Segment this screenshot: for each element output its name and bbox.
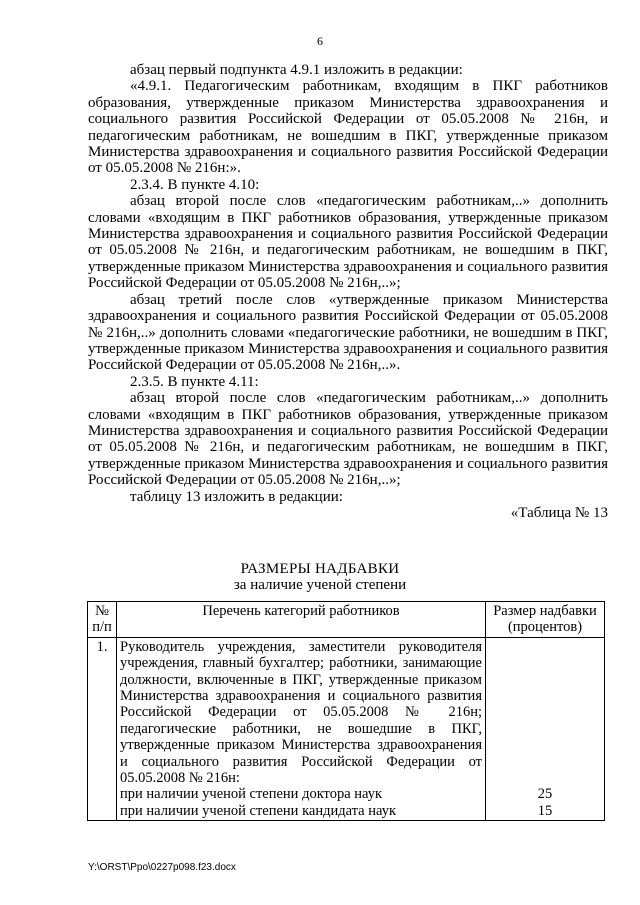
row-amount-cell <box>486 637 605 820</box>
header-category-list: Перечень категорий работников <box>117 602 486 638</box>
table-subtitle: за наличие ученой степени <box>233 577 407 593</box>
paragraph-1: абзац первый подпункта 4.9.1 изложить в редакции: <box>130 62 463 78</box>
table-row <box>88 637 605 820</box>
row-category-cell <box>117 637 486 820</box>
paragraph-3: 2.3.4. В пункте 4.10: <box>130 176 260 193</box>
doctor-degree-value: 25 <box>537 786 553 803</box>
row-category-text: Руководитель учреждения, заместители руководителя учреждения, главный бухгалтер; работники, занимающие должности, включенные в ПКГ, утвержденные приказом Министерства здравоохранения и социального развития Российской Федерации от 05.05.2008 № 216н; педагогические работники, не вошедшие в ПКГ, утвержденные приказом Министерства здравоохранения и социального развития Российской Федерации от 05.05.2008 № 216н: <box>120 638 482 787</box>
file-path-footer: Y:\ORST\Ppo\0227p098.f23.docx <box>88 862 236 873</box>
allowance-table <box>87 601 605 821</box>
candidate-degree-label: при наличии ученой степени кандидата наук <box>120 802 396 819</box>
candidate-degree-value: 15 <box>537 802 553 819</box>
document-body <box>88 62 608 521</box>
paragraph-6: 2.3.5. В пункте 4.11: <box>130 373 259 390</box>
paragraph-7: абзац второй после слов «педагогическим работникам,..» дополнить словами «входящим в ПКГ работников образования, утвержденные приказом Министерства здравоохранения и социального развития Российской Федерации от 05.05.2008 № 216н, и педагогическим работникам, не вошедшим в ПКГ, утвержденные приказом Министерства здравоохранения и социального развития Российской Федерации от 05.05.2008 № 216н,..»; <box>88 390 608 489</box>
table-header-row <box>88 602 605 638</box>
paragraph-5: абзац третий после слов «утвержденные приказом Министерства здравоохранения и социального развития Российской Федерации от 05.05.2008 № 216н,..» дополнить словами «педагогические работники, не вошедшим в ПКГ, утвержденные приказом Министерства здравоохранения и социального развития Российской Федерации от 05.05.2008 № 216н,..». <box>88 291 608 374</box>
page-number: 6 <box>317 34 323 48</box>
table-label: «Таблица № 13 <box>510 504 608 521</box>
paragraph-2: «4.9.1. Педагогическим работникам, входящим в ПКГ работников образования, утвержденные приказом Министерства здравоохранения и социального развития Российской Федерации от 05.05.2008 № 216н, и педагогическим работникам, не вошедшим в ПКГ, утвержденные приказом Министерства здравоохранения и социального развития Российской Федерации от 05.05.2008 № 216н:». <box>88 78 608 177</box>
table-title: РАЗМЕРЫ НАДБАВКИ <box>240 561 400 577</box>
doctor-degree-label: при наличии ученой степени доктора наук <box>120 786 383 803</box>
header-number: № п/п <box>88 602 117 638</box>
paragraph-4: абзац второй после слов «педагогическим работникам,..» дополнить словами «входящим в ПКГ работников образования, утвержденные приказом Министерства здравоохранения и социального развития Российской Федерации от 05.05.2008 № 216н, и педагогическим работникам, не вошедшим в ПКГ, утвержденные приказом Министерства здравоохранения и социального развития Российской Федерации от 05.05.2008 № 216н,..»; <box>88 193 608 292</box>
header-amount: Размер надбавки (процентов) <box>486 602 605 638</box>
paragraph-8: таблицу 13 изложить в редакции: <box>130 488 343 505</box>
row-number: 1. <box>88 637 117 820</box>
